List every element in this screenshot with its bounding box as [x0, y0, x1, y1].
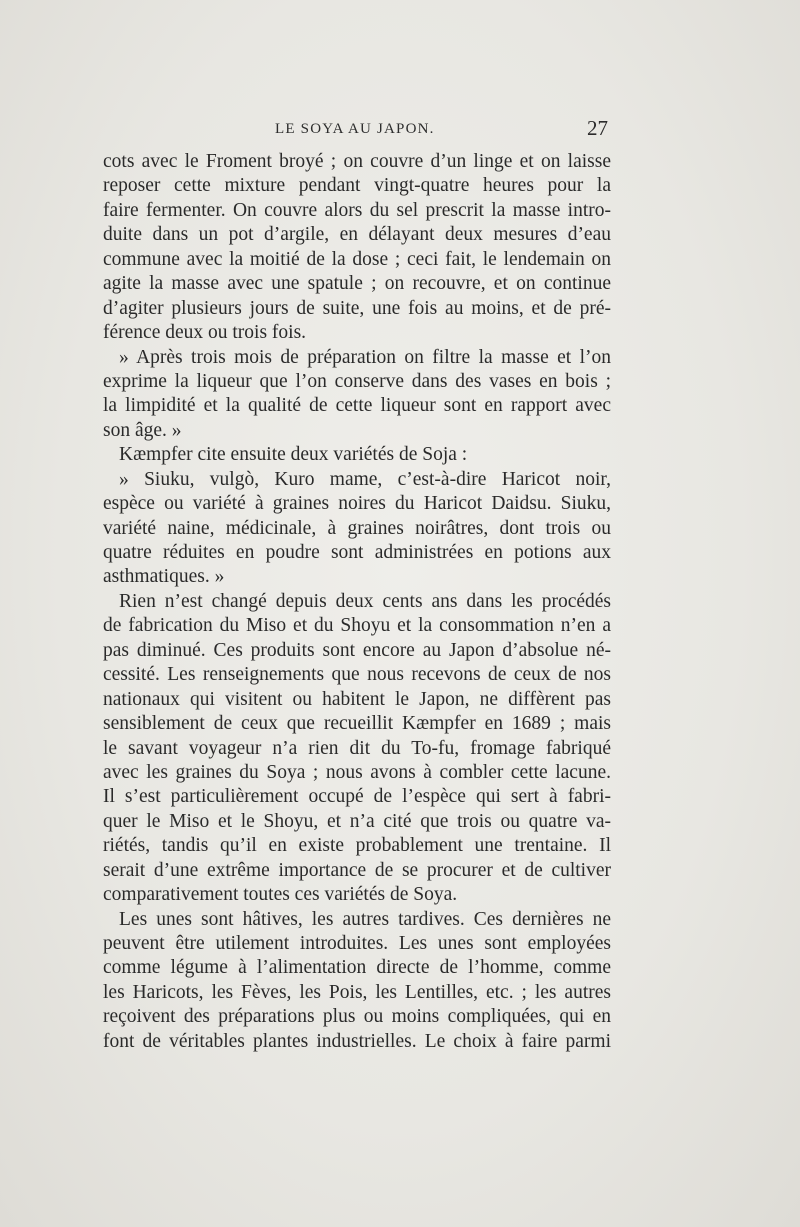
text-line: serait d’une extrême importance de se procurer et de cultiver	[103, 859, 611, 881]
text-line: les Haricots, les Fèves, les Pois, les Lentilles, etc. ; les autres	[103, 981, 611, 1003]
text-line: son âge. »	[103, 419, 182, 441]
text-line: espèce ou variété à graines noires du Haricot Daidsu. Siuku,	[103, 493, 611, 515]
text-line: le savant voyageur n’a rien dit du To-fu, fromage fabriqué	[103, 737, 611, 759]
text-line: comparativement toutes ces variétés de Soya.	[103, 884, 458, 906]
text-line: Kæmpfer cite ensuite deux variétés de Soja :	[119, 444, 468, 466]
text-line: nationaux qui visitent ou habitent le Japon, ne diffèrent pas	[103, 688, 611, 710]
text-line: agite la masse avec une spatule ; on recouvre, et on continue	[103, 273, 611, 295]
text-line: Il s’est particulièrement occupé de l’espèce qui sert à fabri-	[103, 786, 611, 808]
text-line: comme légume à l’alimentation directe de l’homme, comme	[103, 957, 611, 979]
text-line: variété naine, médicinale, à graines noirâtres, dont trois ou	[103, 517, 611, 539]
text-line: quatre réduites en poudre sont administrées en potions aux	[103, 542, 611, 563]
text-line: duite dans un pot d’argile, en délayant deux mesures d’eau	[103, 224, 611, 246]
text-line: faire fermenter. On couvre alors du sel prescrit la masse intro-	[103, 199, 611, 221]
text-line: exprime la liqueur que l’on conserve dans des vases en bois ;	[103, 370, 611, 392]
text-line: cessité. Les renseignements que nous recevons de ceux de nos	[103, 664, 611, 686]
text-line: de fabrication du Miso et du Shoyu et la consommation n’en a	[103, 615, 611, 637]
text-line: la limpidité et la qualité de cette liqueur sont en rapport avec	[103, 395, 611, 417]
text-line: reçoivent des préparations plus ou moins compliquées, qui en	[103, 1006, 611, 1028]
text-line: » Après trois mois de préparation on filtre la masse et l’on	[119, 346, 611, 368]
text-line: Les unes sont hâtives, les autres tardives. Ces dernières ne	[119, 908, 611, 930]
text-line: reposer cette mixture pendant vingt-quatre heures pour la	[103, 175, 611, 197]
text-line: d’agiter plusieurs jours de suite, une fois au moins, et de pré-	[103, 297, 611, 319]
text-line: sensiblement de ceux que recueillit Kæmpfer en 1689 ; mais	[103, 713, 611, 735]
text-line: » Siuku, vulgò, Kuro mame, c’est-à-dire Haricot noir,	[119, 468, 611, 490]
text-line: font de véritables plantes industrielles. Le choix à faire parmi	[103, 1030, 611, 1052]
page-number: 27	[587, 116, 608, 140]
text-line: riétés, tandis qu’il en existe probablement une trentaine. Il	[103, 835, 611, 857]
text-line: avec les graines du Soya ; nous avons à combler cette lacune.	[103, 761, 611, 783]
text-line: commune avec la moitié de la dose ; ceci fait, le lendemain on	[103, 248, 611, 270]
body-text	[103, 150, 611, 1054]
text-line: Rien n’est changé depuis deux cents ans dans les procédés	[119, 590, 611, 612]
text-line: asthmatiques. »	[103, 566, 225, 588]
text-line: férence deux ou trois fois.	[103, 322, 307, 344]
text-line: quer le Miso et le Shoyu, et n’a cité que trois ou quatre va-	[103, 810, 611, 832]
running-title: LE SOYA AU JAPON.	[275, 121, 435, 137]
text-line: cots avec le Froment broyé ; on couvre d’un linge et on laisse	[103, 151, 611, 172]
text-line: peuvent être utilement introduites. Les unes sont employées	[103, 933, 611, 954]
page-header	[103, 116, 608, 146]
text-line: pas diminué. Ces produits sont encore au Japon d’absolue né-	[103, 639, 611, 661]
